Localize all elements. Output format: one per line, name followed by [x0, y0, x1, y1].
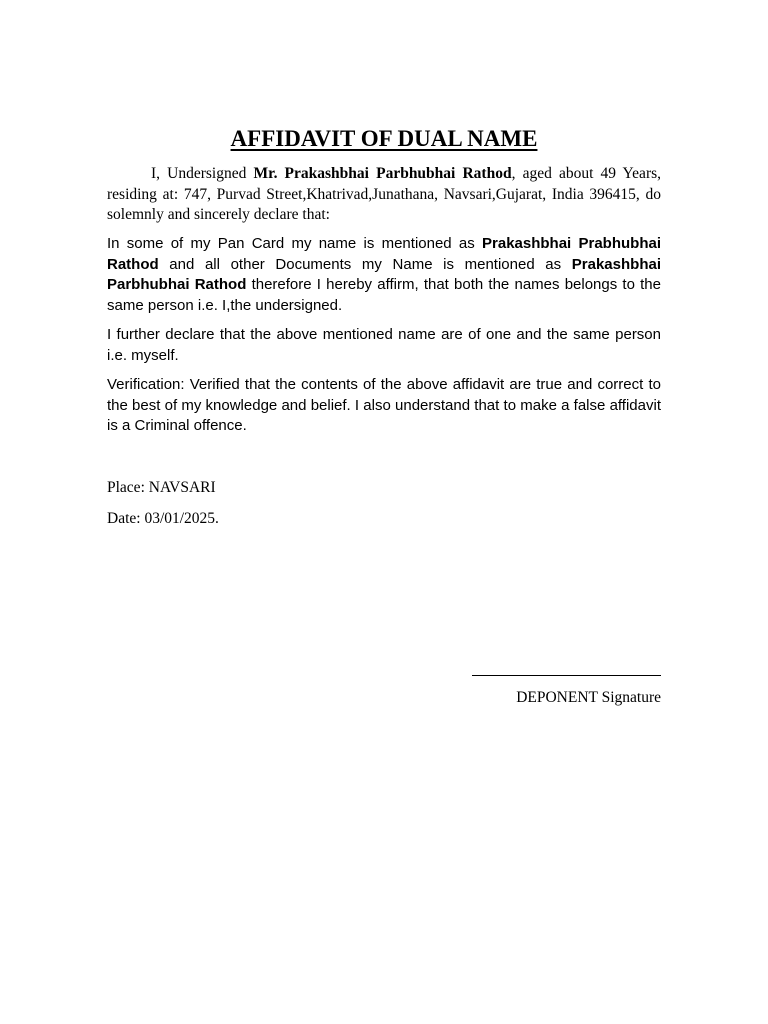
pan-card-name: Prakashbhai Prabhubhai Rathod	[107, 235, 661, 273]
name-variation-paragraph	[107, 234, 661, 316]
declarant-name: Mr. Prakashbhai Parbhubhai Rathod	[253, 165, 512, 182]
declarant-address-text: , aged about 49 Years, residing at: 747, Purvad Street,Khatrivad,Junathana, Navsari,Gujarat, India 396415, do solemnly and sincerely declare that:	[107, 165, 662, 223]
name-variation-intro: In some of my Pan Card my name is mentioned as	[107, 235, 483, 252]
declarant-intro-text: I, Undersigned	[151, 165, 254, 182]
date-line: Date: 03/01/2025.	[107, 510, 219, 527]
other-documents-name: Prakashbhai Parbhubhai Rathod	[107, 255, 661, 293]
place-line: Place: NAVSARI	[107, 479, 216, 496]
name-variation-end: therefore I hereby affirm, that both the names belongs to the same person i.e. I,the undersigned.	[107, 276, 661, 314]
further-declaration-paragraph: I further declare that the above mentioned name are of one and the same person i.e. myself.	[107, 326, 661, 364]
declarant-paragraph	[107, 164, 661, 226]
document-title: AFFIDAVIT OF DUAL NAME	[230, 126, 538, 151]
verification-paragraph: Verification: Verified that the contents of the above affidavit are true and correct to the best of my knowledge and belief. I also understand that to make a false affidavit is a Criminal offence.	[107, 376, 661, 434]
name-variation-middle: and all other Documents my Name is mentioned as	[158, 255, 572, 273]
signature-label: DEPONENT Signature	[516, 689, 661, 706]
signature-line	[472, 675, 661, 676]
